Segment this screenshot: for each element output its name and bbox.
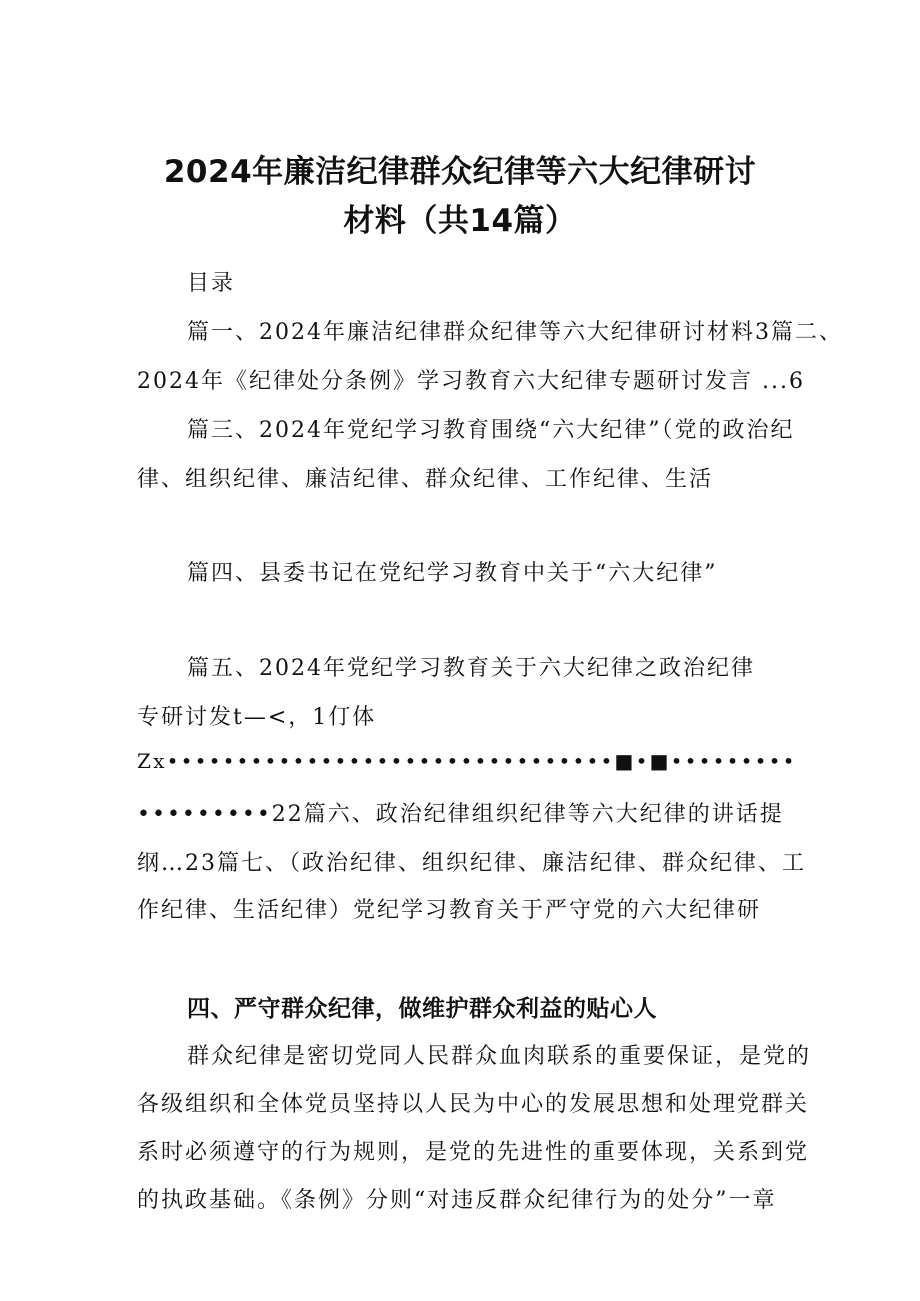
body-paragraph-line: 系时必须遵守的行为规则，是党的先进性的重要体现，关系到党 (137, 1140, 810, 1165)
toc-line: 专研讨发t—<，1仃体 (137, 705, 377, 730)
toc-line: •••••••••22篇六、政治纪律组织纪律等六大纪律的讲话提 (137, 802, 784, 827)
section-heading: 四、严守群众纪律，做维护群众利益的贴心人 (187, 996, 657, 1022)
document-title-line-1: 2024年廉洁纪律群众纪律等六大纪律研讨 (163, 154, 757, 190)
body-paragraph-line: 各级组织和全体党员坚持以人民为中心的发展思想和处理党群关 (137, 1092, 810, 1117)
toc-label: 目录 (187, 271, 236, 296)
toc-line: 篇一、2024年廉洁纪律群众纪律等六大纪律研讨材料3篇二、 (187, 320, 843, 345)
body-paragraph-line: 群众纪律是密切党同人民群众血肉联系的重要保证，是党的 (187, 1044, 812, 1069)
document-title-line-2: 材料（共14篇） (343, 203, 577, 239)
toc-line: 纲…23篇七、（政治纪律、组织纪律、廉洁纪律、群众纪律、工 (137, 851, 806, 876)
toc-dot-leader: Zx••••••••••••••••••••••••••••••••■•■••••••••• (137, 749, 797, 773)
toc-line: 作纪律、生活纪律）党纪学习教育关于严守党的六大纪律研 (137, 898, 762, 923)
toc-line: 篇四、县委书记在党纪学习教育中关于“六大纪律” (187, 561, 718, 586)
toc-line: 篇五、2024年党纪学习教育关于六大纪律之政治纪律 (187, 656, 755, 681)
toc-line: 律、组织纪律、廉洁纪律、群众纪律、工作纪律、生活 (137, 467, 714, 492)
body-paragraph-line: 的执政基础。《条例》分则“对违反群众纪律行为的处分”一章 (137, 1188, 777, 1213)
toc-line: 2024年《纪律处分条例》学习教育六大纪律专题研讨发言 ...6 (137, 369, 805, 394)
toc-line: 篇三、2024年党纪学习教育围绕“六大纪律”（党的政治纪 (187, 418, 795, 443)
